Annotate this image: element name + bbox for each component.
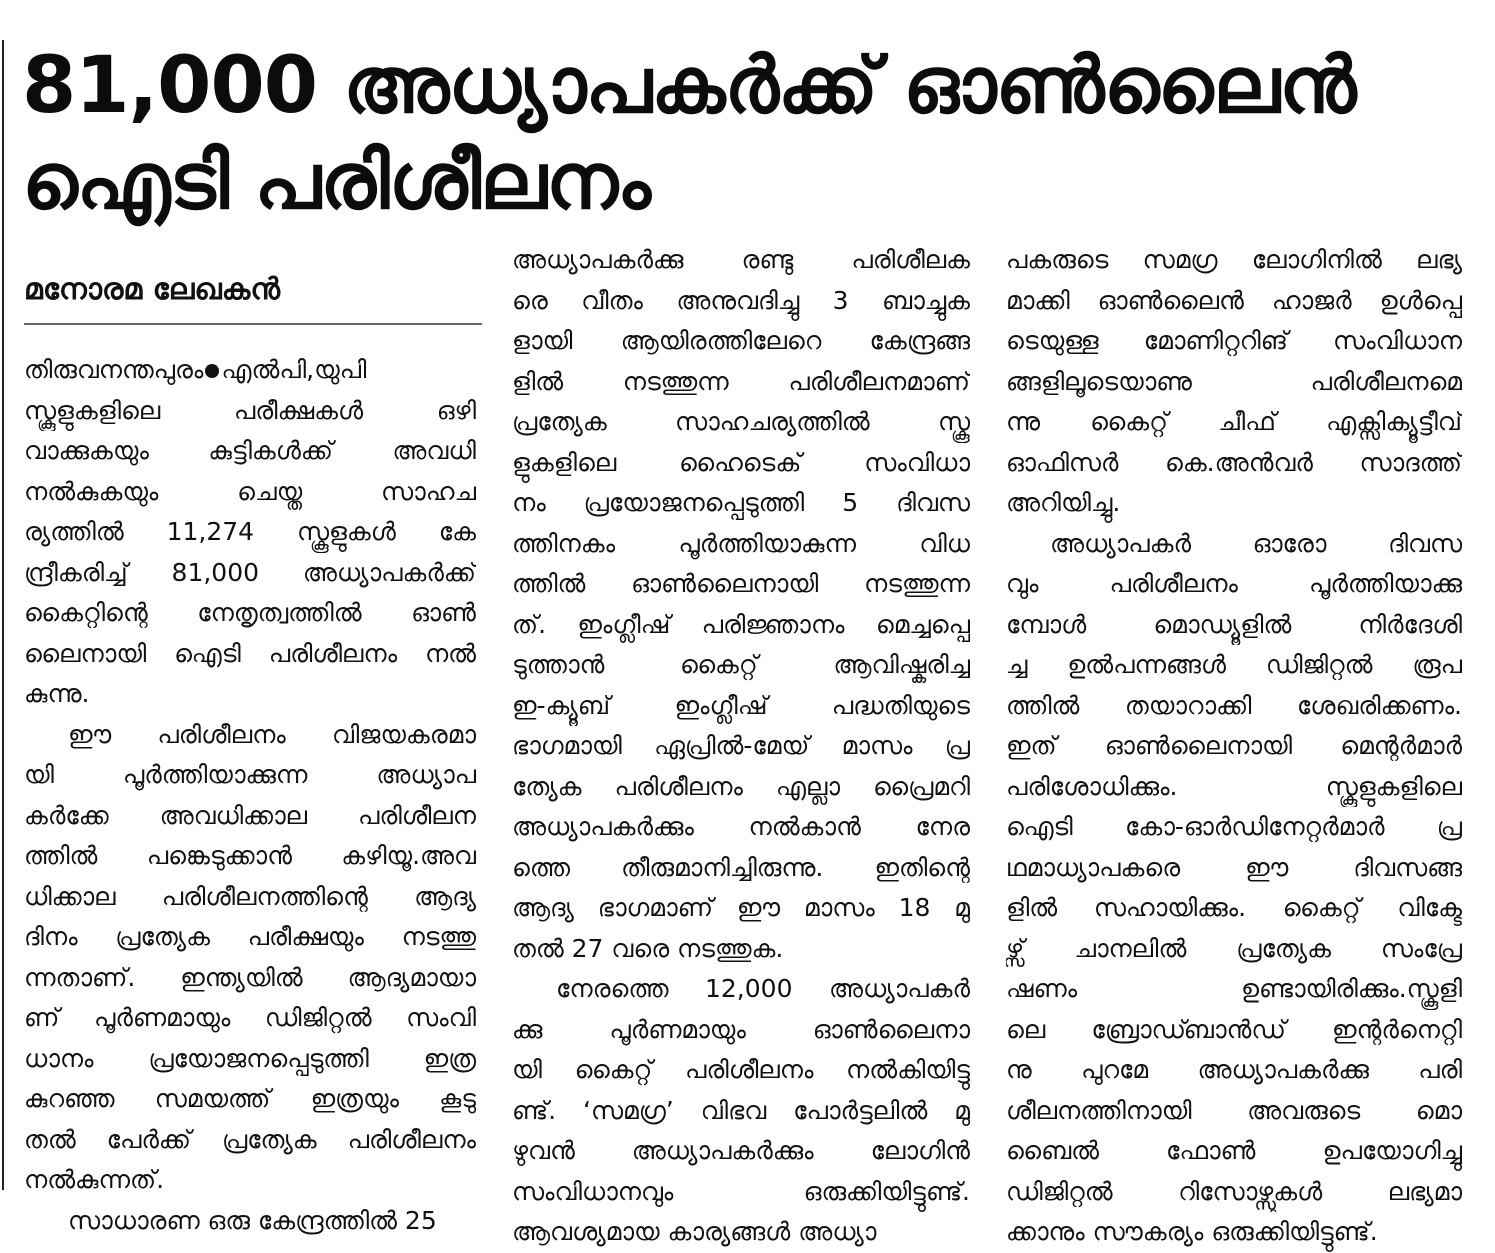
text-line: ന്നു കൈറ്റ് ചീഫ് എക്സിക്യൂട്ടീവ് <box>1006 407 1462 436</box>
text-line: യി കൈറ്റ് പരിശീലനം നൽകിയിട്ടു <box>512 1055 970 1084</box>
text-line: ഥമാധ്യാപകരെ ഈ ദിവസങ്ങ <box>1006 852 1462 882</box>
text-line: പരിശോധിക്കും. സ്കൂളുകളിലെ <box>1006 771 1462 801</box>
text-line: ഴുവൻ അധ്യാപകർക്കും ലോഗിൻ <box>512 1136 970 1165</box>
byline-divider <box>24 323 482 325</box>
text-line: അധ്യാപകർക്കു രണ്ടു പരിശീലക <box>512 245 970 274</box>
paragraph <box>24 1201 476 1242</box>
text-line: ങ്ങളിലൂടെയാണു പരിശീലനമെ <box>1006 366 1462 396</box>
text-line: ഐടി കോ-ഓർഡിനേറ്റർമാർ പ്ര <box>1006 812 1462 841</box>
headline-line-2: ഐടി പരിശീലനം <box>22 137 650 227</box>
text-line: മ്പോൾ മൊഡ്യൂളിൽ നിർദേശി <box>1006 609 1462 639</box>
text-line: ഴ്സ് ചാനലിൽ പ്രത്യേക സംപ്രേ <box>1006 933 1462 963</box>
text-line: രെ വീതം അനുവദിച്ചു 3 ബാച്ചുക <box>512 285 970 315</box>
text-line: ളിൽ നടത്തുന്ന പരിശീലനമാണ് <box>512 366 970 396</box>
text-line: ന്നതാണ്. ഇന്ത്യയിൽ ആദ്യമായാ <box>24 962 476 992</box>
paragraph <box>1006 524 1462 1253</box>
text-line: പ്രത്യേക സാഹചര്യത്തിൽ സ്കൂ <box>512 407 970 436</box>
text-line: ഇ-ക്യൂബ് ഇംഗ്ലീഷ് പദ്ധതിയുടെ <box>512 690 970 720</box>
text-line: ത്തിനകം പൂർത്തിയാകുന്ന വിധ <box>512 528 970 558</box>
text-line: നു പുറമേ അധ്യാപകർക്കു പരി <box>1006 1055 1462 1084</box>
text-line: ബൈൽ ഫോൺ ഉപയോഗിച്ചു <box>1006 1136 1462 1165</box>
text-line: നൽകുകയും ചെയ്ത സാഹച <box>24 476 476 506</box>
paragraph <box>512 240 970 969</box>
text-line: ണ്ട്. ‘സമഗ്ര’ വിഭവ പോർട്ടലിൽ മു <box>512 1095 970 1125</box>
text-line: ഈ പരിശീലനം വിജയകരമാ <box>68 719 476 749</box>
text-line: ആവശ്യമായ കാര്യങ്ങൾ അധ്യാ <box>512 1217 877 1246</box>
text-line: പകരുടെ സമഗ്ര ലോഗിനിൽ ലഭ്യ <box>1006 245 1462 274</box>
article-column-1 <box>24 350 476 1241</box>
text-line: അധ്യാപകർക്കും നൽകാൻ നേര <box>512 812 970 841</box>
text-line: ഡിജിറ്റൽ റിസോഴ്സുകൾ ലഭ്യമാ <box>1006 1176 1462 1206</box>
text-line: ച്ച ഉൽപന്നങ്ങൾ ഡിജിറ്റൽ രൂപ <box>1006 650 1462 679</box>
text-line: ളിൽ സഹായിക്കും. കൈറ്റ് വിക്ടേ <box>1006 893 1462 922</box>
text-line: ളുകളിലെ ഹൈടെക് സംവിധാ <box>512 447 970 477</box>
text-line: ഭാഗമായി ഏപ്രിൽ-മേയ് മാസം പ്ര <box>512 731 970 760</box>
text-line: നേരത്തെ 12,000 അധ്യാപകർ <box>556 974 970 1003</box>
byline: മനോരമ ലേഖകൻ <box>24 272 281 307</box>
clipping-edge <box>2 40 4 1190</box>
text-line: ദിനം പ്രത്യേക പരീക്ഷയും നടത്തു <box>24 922 476 951</box>
text-line: നം പ്രയോജനപ്പെടുത്തി 5 ദിവസ <box>512 488 970 517</box>
text-line: ളായി ആയിരത്തിലേറെ കേന്ദ്രങ്ങ <box>512 326 970 355</box>
paragraph <box>24 715 476 1201</box>
text-line: ത്തിൽ ഓൺലൈനായി നടത്തുന്ന <box>512 569 970 598</box>
text-line: കൈറ്റിന്റെ നേതൃത്വത്തിൽ ഓൺ <box>24 598 476 627</box>
text-line: ശീലനത്തിനായി അവരുടെ മൊ <box>1006 1095 1462 1125</box>
text-line: ധാനം പ്രയോജനപ്പെടുത്തി ഇത്ര <box>24 1043 476 1073</box>
text-line: ണ് പൂർണമായും ഡിജിറ്റൽ സംവി <box>24 1003 476 1032</box>
text-line: ഷണം ഉണ്ടായിരിക്കും.സ്കൂളി <box>1006 974 1462 1003</box>
text-line: കർക്കേ അവധിക്കാല പരിശീലന <box>24 800 476 830</box>
text-line: ധിക്കാല പരിശീലനത്തിന്റെ ആദ്യ <box>24 881 476 911</box>
text-line: അധ്യാപകർ ഓരോ ദിവസ <box>1050 528 1462 558</box>
text-line: സംവിധാനവും ഒരുക്കിയിട്ടുണ്ട്. <box>512 1176 970 1206</box>
text-line: ഓഫിസർ കെ.അൻവർ സാദത്ത് <box>1006 447 1462 477</box>
text-line: തൽ പേർക്ക് പ്രത്യേക പരിശീലനം <box>24 1124 476 1154</box>
text-line: തിരുവനന്തപുരം എൽപി,യുപി <box>24 355 367 384</box>
paragraph <box>1006 240 1462 524</box>
text-line: ക്കാനും സൗകര്യം ഒരുക്കിയിട്ടുണ്ട്. <box>1006 1217 1378 1246</box>
text-line: ക്കു പൂർണമായും ഓൺലൈനാ <box>512 1014 970 1044</box>
headline-line-1: 81,000 അധ്യാപകർക്ക് ഓൺലൈൻ <box>22 41 1356 131</box>
text-line: ത്. ഇംഗ്ലീഷ് പരിജ്ഞാനം മെച്ചപ്പെ <box>512 609 970 639</box>
text-line: ര്യത്തിൽ 11,274 സ്കൂളുകൾ കേ <box>24 517 476 546</box>
text-line: മാക്കി ഓൺലൈൻ ഹാജർ ഉൾപ്പെ <box>1006 285 1462 315</box>
text-line: അറിയിച്ചു. <box>1006 488 1121 517</box>
text-line: കുന്നു. <box>24 679 90 708</box>
text-line: ആദ്യ ഭാഗമാണ് ഈ മാസം 18 മു <box>512 893 970 922</box>
text-line: തൽ 27 വരെ നടത്തുക. <box>512 933 784 963</box>
text-line: ഇത് ഓൺലൈനായി മെന്റർമാർ <box>1006 731 1462 760</box>
text-line: ന്ദ്രീകരിച്ച് 81,000 അധ്യാപകർക്ക് <box>24 557 476 587</box>
headline <box>22 38 1462 230</box>
text-line: ലെ ബ്രോഡ്ബാൻഡ് ഇന്റർനെറ്റി <box>1006 1014 1462 1044</box>
text-line: നൽകുന്നത്. <box>24 1165 165 1194</box>
text-line: ത്തെ തീരുമാനിച്ചിരുന്നു. ഇതിന്റെ <box>512 852 970 882</box>
text-line: വും പരിശീലനം പൂർത്തിയാക്കു <box>1006 569 1462 598</box>
article-column-3 <box>1006 240 1462 1253</box>
paragraph <box>24 350 476 715</box>
text-line: സാധാരണ ഒരു കേന്ദ്രത്തിൽ 25 <box>68 1205 437 1235</box>
bullet-icon <box>205 364 219 378</box>
text-line: ത്യേക പരിശീലനം എല്ലാ പ്രൈമറി <box>512 771 970 801</box>
text-line: ടുത്താൻ കൈറ്റ് ആവിഷ്കരിച്ച <box>512 650 970 679</box>
text-line: സ്കൂളുകളിലെ പരീക്ഷകൾ ഒഴി <box>24 395 476 425</box>
dateline: തിരുവനന്തപുരം <box>24 355 204 384</box>
text-line: വാക്കുകയും കുട്ടികൾക്ക് അവധി <box>24 436 476 465</box>
article-column-2 <box>512 240 970 1253</box>
text-line: യി പൂർത്തിയാക്കുന്ന അധ്യാപ <box>24 760 476 789</box>
text-line: ടെയുള്ള മോണിറ്ററിങ് സംവിധാന <box>1006 326 1462 355</box>
text-line: കുറഞ്ഞ സമയത്ത് ഇത്രയും കൂടു <box>24 1084 476 1113</box>
text-line: ത്തിൽ തയാറാക്കി ശേഖരിക്കണം. <box>1006 690 1462 720</box>
paragraph <box>512 969 970 1253</box>
text-line: ത്തിൽ പങ്കെടുക്കാൻ കഴിയൂ.അവ <box>24 841 476 870</box>
text-line: ലൈനായി ഐടി പരിശീലനം നൽ <box>24 638 476 668</box>
